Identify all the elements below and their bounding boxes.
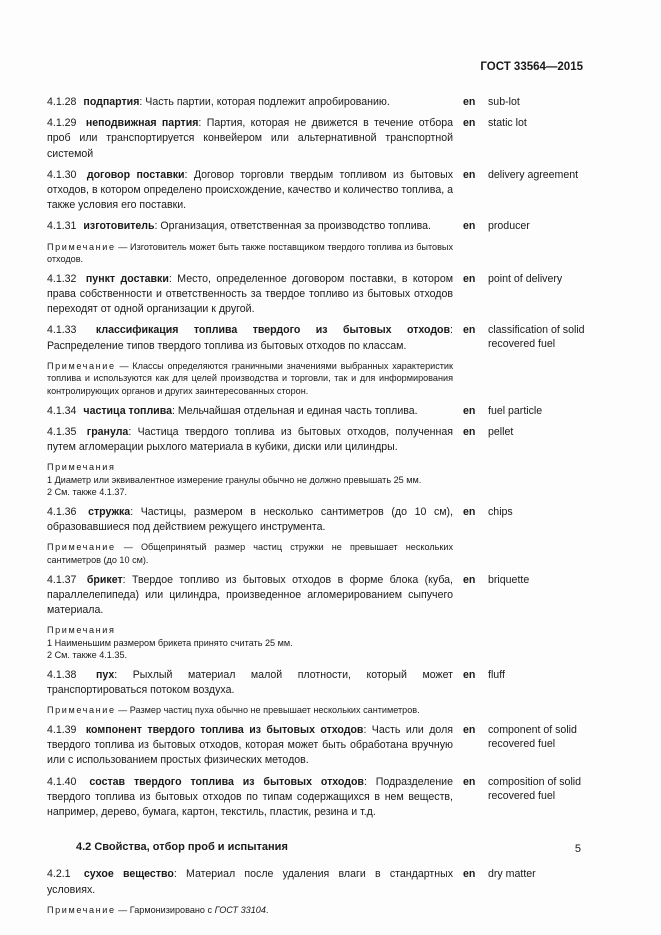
note: [47, 241, 453, 266]
language-code: en: [463, 404, 476, 417]
note: [47, 904, 453, 917]
language-code: en: [463, 168, 476, 181]
term-name: подпартия: [83, 96, 140, 108]
note-label: Примечание: [47, 542, 116, 553]
note-label: Примечание: [47, 904, 116, 915]
language-code: en: [463, 723, 476, 736]
language-code: en: [463, 506, 476, 518]
term-name: стружка: [88, 506, 131, 518]
term-name: неподвижная партия: [85, 117, 199, 130]
language-code: en: [463, 117, 476, 130]
term-entry-4-1-39: [47, 723, 591, 769]
term-definition: : Часть или доля твердого топлива из бытовых отходов, которая может быть обработана вручную или с использованием простых физических методов.: [47, 723, 453, 767]
english-equivalent: producer: [488, 220, 530, 233]
standard-reference: ГОСТ 33104: [214, 904, 266, 915]
note-item: 1 Диаметр или эквивалентное измерение гранулы обычно не должно превышать 25 мм.: [47, 474, 422, 485]
term-definition: : Партия, которая не движется в течение отбора проб или транспортируется конвейером или альтернативной транспортной системой: [47, 117, 453, 160]
english-equivalent: classification of solid recovered fuel: [488, 324, 585, 351]
term-code: 4.1.32: [47, 272, 77, 285]
term-definition: : Мельчайшая отдельная и единая часть топлива.: [171, 404, 418, 417]
english-equivalent: point of delivery: [488, 272, 563, 285]
document-header: ГОСТ 33564—2015: [480, 61, 583, 73]
term-entry-4-1-35: [47, 425, 591, 499]
term-name: договор поставки: [86, 168, 185, 181]
notes-label: Примечания: [47, 625, 116, 636]
note-text: — Общепринятый размер частиц стружки не превышает нескольких сантиметров (до 10 см).: [47, 542, 453, 565]
page-number: 5: [574, 843, 581, 855]
term-entry-4-1-30: [47, 168, 591, 214]
term-definition: : Подразделение твердого топлива из бытовых отходов по типам содержащихся в нем веществ, например, дерево, бумага, картон, текстиль, пластик, резина и т.д.: [47, 775, 453, 818]
notes: [47, 624, 453, 662]
term-code: 4.1.30: [47, 168, 77, 181]
notes-label: Примечания: [47, 462, 116, 473]
term-definition: : Частица твердого топлива из бытовых отходов, полученная путем агломерации рыхлого материала в кубики, диски или цилиндры.: [47, 425, 453, 454]
note-item: 1 Наименьшим размером брикета принято считать 25 мм.: [47, 637, 293, 648]
term-entry-4-1-40: [47, 775, 591, 821]
language-code: en: [463, 668, 476, 681]
term-code: 4.1.38: [47, 668, 77, 681]
term-code: 4.1.40: [47, 775, 77, 788]
term-definition: : Рыхлый материал малой плотности, который может транспортироваться потоком воздуха.: [47, 668, 453, 697]
note: [47, 360, 453, 398]
term-code: 4.1.36: [47, 506, 77, 518]
english-equivalent: briquette: [488, 573, 530, 586]
term-definition: : Частицы, размером в несколько сантиметров (до 10 см), образовавшиеся под действием режущего инструмента.: [47, 506, 453, 534]
term-entry-4-1-31: [47, 219, 591, 265]
note-label: Примечание: [47, 705, 116, 716]
english-equivalent: composition of solid recovered fuel: [488, 775, 582, 802]
term-definition: : Договор торговли твердым топливом из бытовых отходов, в котором определено происхождение, качество и количество топлива, а также условия его поставки.: [47, 168, 454, 212]
language-code: en: [463, 775, 476, 788]
language-code: en: [463, 573, 476, 586]
term-name: сухое вещество: [83, 868, 174, 881]
english-equivalent: sub-lot: [488, 96, 520, 108]
term-code: 4.1.34: [47, 404, 77, 417]
note-text: — Изготовитель может быть также поставщиком твердого топлива из бытовых отходов.: [47, 241, 453, 265]
terms-list: [47, 95, 591, 922]
note: [47, 541, 453, 566]
language-code: en: [463, 272, 476, 285]
term-code: 4.1.31: [47, 220, 77, 233]
term-entry-4-1-33: [47, 323, 591, 397]
language-code: en: [463, 425, 476, 438]
term-name: классификация топлива твердого из бытовых отходов: [95, 324, 451, 337]
note-text: — Классы определяются граничными значениями выбранных характеристик топлива и используются как для целей производства и торговли, так и для информирования контролирующих органов и других заинтересованных сторон.: [47, 360, 453, 397]
term-name: пух: [95, 668, 115, 681]
term-name: гранула: [86, 425, 129, 438]
note-text: — Размер частиц пуха обычно не превышает нескольких сантиметров.: [115, 705, 420, 716]
term-name: частица топлива: [83, 404, 172, 417]
term-code: 4.1.35: [47, 425, 77, 438]
term-entry-4-1-38: [47, 668, 591, 717]
term-definition: : Часть партии, которая подлежит апробированию.: [139, 96, 390, 108]
english-equivalent: fuel particle: [488, 404, 543, 417]
term-code: 4.1.39: [47, 723, 77, 736]
english-equivalent: component of solid recovered fuel: [488, 723, 577, 750]
english-equivalent: static lot: [488, 117, 527, 130]
english-equivalent: pellet: [488, 425, 514, 438]
term-name: компонент твердого топлива из бытовых отходов: [85, 723, 364, 736]
term-entry-4-1-28: [47, 95, 591, 110]
language-code: en: [463, 220, 476, 233]
term-definition: : Место, определенное договором поставки, в котором права собственности и ответственность за твердое топливо из бытовых отходов переходят от одной организации к другой.: [47, 272, 453, 316]
term-entry-4-1-32: [47, 272, 591, 318]
english-equivalent: delivery agreement: [488, 168, 579, 181]
note-text: — Гармонизировано с: [115, 904, 215, 915]
term-definition: : Материал после удаления влаги в стандартных условиях.: [47, 868, 453, 896]
term-code: 4.1.37: [47, 573, 77, 586]
note: [47, 704, 453, 717]
term-code: 4.1.33: [47, 324, 77, 337]
term-name: пункт доставки: [85, 272, 169, 285]
term-entry-4-1-37: [47, 573, 591, 662]
english-equivalent: dry matter: [488, 868, 536, 881]
term-code: 4.1.28: [47, 96, 77, 108]
note-item: 2 См. также 4.1.37.: [47, 487, 128, 498]
english-equivalent: chips: [488, 506, 513, 518]
term-entry-4-2-1: [47, 867, 591, 916]
language-code: en: [463, 868, 476, 881]
term-entry-4-1-36: [47, 505, 591, 567]
term-name: изготовитель: [83, 220, 155, 233]
term-name: состав твердого топлива из бытовых отходов: [89, 775, 364, 788]
term-definition: : Твердое топливо из бытовых отходов в форме блока (куба, параллелепипеда) или цилиндра, произведенное агломерированием сыпучего материала.: [47, 573, 453, 616]
term-entry-4-1-29: [47, 116, 591, 162]
english-equivalent: fluff: [488, 668, 505, 681]
language-code: en: [463, 96, 476, 108]
term-name: брикет: [86, 573, 123, 586]
notes: [47, 461, 453, 499]
term-definition: : Организация, ответственная за производство топлива.: [154, 220, 431, 233]
note-label: Примечание: [47, 360, 116, 371]
language-code: en: [463, 324, 476, 337]
term-code: 4.1.29: [47, 117, 77, 130]
note-item: 2 См. также 4.1.35.: [47, 650, 128, 661]
term-code: 4.2.1: [47, 868, 71, 881]
section-heading: 4.2 Свойства, отбор проб и испытания: [76, 841, 288, 854]
note-label: Примечание: [47, 241, 116, 252]
term-definition: : Распределение типов твердого топлива из бытовых отходов по классам.: [47, 324, 453, 352]
note-text-end: .: [265, 904, 269, 915]
term-entry-4-1-34: [47, 404, 591, 419]
